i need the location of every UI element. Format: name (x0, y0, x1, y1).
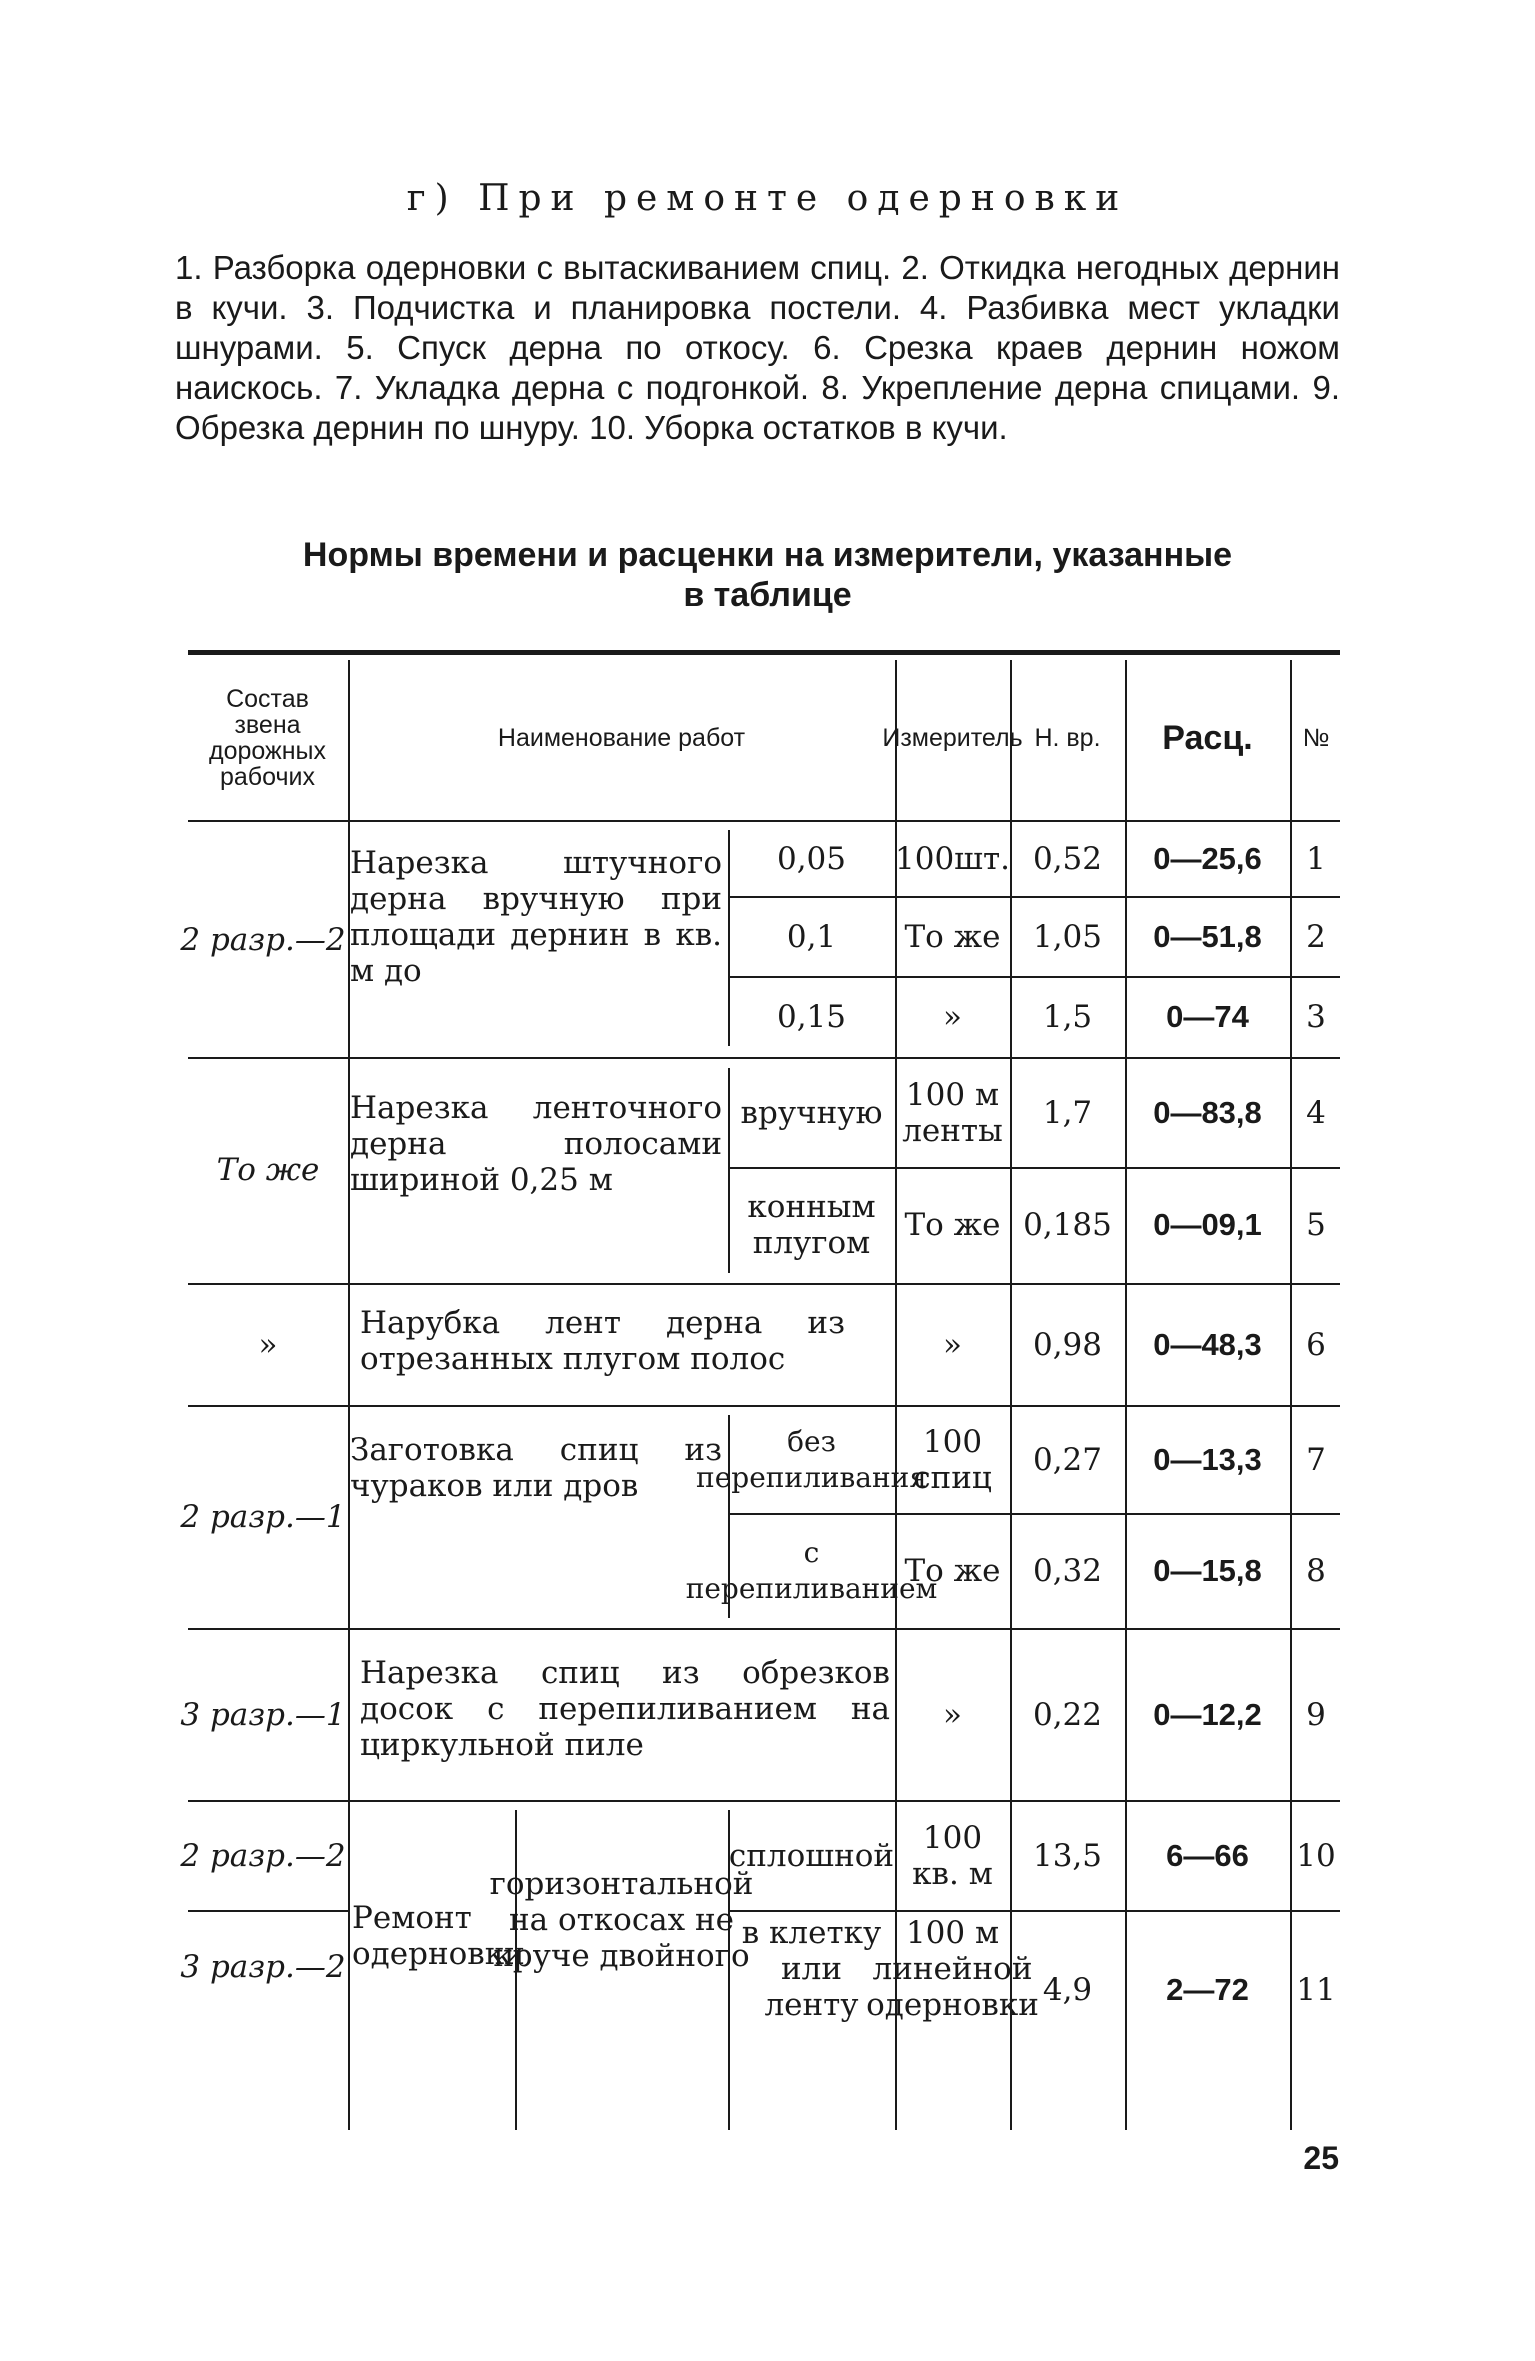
crew-cell: 3 разр.—1 (180, 1696, 346, 1733)
num-cell: 1 (1306, 841, 1326, 877)
num-cell: 7 (1306, 1442, 1326, 1478)
header-norm: Н. вр. (1034, 723, 1101, 752)
crew-cell: 2 разр.—1 (180, 1499, 346, 1535)
group-rule (188, 1405, 1340, 1407)
norm-cell: 1,7 (1042, 1095, 1093, 1131)
variant-cell: сплошной (728, 1837, 895, 1874)
norm-cell: 4,9 (1042, 1972, 1093, 2008)
rate-cell: 0—09,1 (1153, 1207, 1262, 1242)
crew-cell: 3 разр.—2 (180, 1949, 346, 1985)
crew-cell: 2 разр.—2 (180, 1837, 346, 1874)
group-rule (188, 1628, 1340, 1630)
unit-cell: » (943, 1326, 962, 1363)
unit-cell: 100 м линейной одерновки (866, 1915, 1039, 2023)
variant-cell: 0,05 (776, 841, 847, 877)
crew-cell: То же (216, 1152, 320, 1188)
unit-cell: » (943, 999, 962, 1035)
unit-cell: 100шт. (895, 841, 1010, 877)
rate-cell: 6—66 (1166, 1837, 1249, 1873)
norms-title-line-1: Нормы времени и расценки на измерители, указанные (302, 536, 1233, 574)
rate-cell: 0—83,8 (1153, 1095, 1262, 1130)
header-num: № (1302, 723, 1330, 752)
unit-cell: То же (904, 919, 1001, 955)
unit-cell: 100 м ленты (902, 1077, 1003, 1149)
header-crew: Состав звена дорожных рабочих (208, 684, 327, 791)
variant-cell: в клетку или ленту (741, 1915, 882, 2023)
rate-cell: 0—74 (1166, 999, 1249, 1034)
work-cell: Нарезка ленточного дерна полосами шириной 0,25 м (350, 1090, 722, 1198)
num-cell: 9 (1306, 1696, 1326, 1733)
unit-cell: То же (904, 1552, 1001, 1589)
norms-title-line-2: в таблице (683, 576, 852, 614)
work-subcell: горизонтальной на откосах не круче двойного (489, 1866, 754, 1974)
page-number: 25 (1303, 2140, 1339, 2176)
table-top-rule (188, 650, 1340, 655)
work-cell: Ремонт одерновки (352, 1900, 525, 1972)
rate-cell: 2—72 (1166, 1972, 1249, 2007)
rate-cell: 0—51,8 (1153, 919, 1262, 954)
rate-cell: 0—15,8 (1153, 1552, 1262, 1588)
variant-cell: с перепиливанием (685, 1535, 938, 1605)
section-heading: г) При ремонте одерновки (406, 178, 1129, 219)
num-cell: 2 (1306, 919, 1326, 955)
group-rule (188, 1283, 1340, 1285)
variant-cell: вручную (740, 1095, 883, 1131)
norm-cell: 0,32 (1032, 1552, 1103, 1589)
crew-cell: » (258, 1326, 278, 1363)
header-work: Наименование работ (497, 723, 746, 752)
crew-cell: 2 разр.—2 (180, 922, 346, 958)
operations-text: 1. Разборка одерновки с вытаскиванием спиц. 2. Откидка негодных дернин в кучи. 3. Подчистка и планировка постели. 4. Разбивка мест укладки шнурами. 5. Спуск дерна по откосу. 6. Срезка краев дернин ножом наискось. 7. Укладка дерна с подгонкой. 8. Укрепление дерна спицами. 9. Обрезка дернин по шнуру. 10. Уборка остатков в кучи. (175, 249, 1340, 446)
num-cell: 10 (1296, 1837, 1336, 1874)
variant-cell: 0,15 (776, 999, 847, 1035)
group-rule (188, 1800, 1340, 1802)
rate-cell: 0—25,6 (1153, 841, 1262, 876)
norm-cell: 0,52 (1032, 841, 1103, 877)
norm-cell: 0,22 (1032, 1696, 1103, 1733)
rate-cell: 0—12,2 (1153, 1696, 1262, 1732)
work-cell: Заготовка спиц из чураков или дров (350, 1432, 722, 1504)
rate-cell: 0—13,3 (1153, 1442, 1262, 1477)
num-cell: 4 (1306, 1095, 1326, 1131)
unit-cell: » (943, 1696, 962, 1733)
num-cell: 5 (1306, 1207, 1326, 1243)
norm-cell: 1,05 (1032, 919, 1103, 955)
variant-cell: 0,1 (786, 919, 837, 955)
unit-cell: То же (904, 1207, 1001, 1243)
row-rule (728, 1910, 1340, 1912)
norm-cell: 1,5 (1042, 999, 1093, 1035)
norm-cell: 13,5 (1032, 1837, 1103, 1874)
num-cell: 3 (1306, 999, 1326, 1035)
norm-cell: 0,27 (1032, 1442, 1103, 1478)
variant-cell: конным плугом (747, 1189, 876, 1261)
variant-cell: без перепиливания (696, 1425, 927, 1494)
unit-cell: 100 спиц (913, 1424, 992, 1496)
num-cell: 8 (1306, 1552, 1326, 1589)
num-cell: 11 (1296, 1972, 1336, 2008)
num-cell: 6 (1306, 1326, 1326, 1363)
rate-cell: 0—48,3 (1153, 1326, 1262, 1362)
work-cell: Нарубка лент дерна из отрезанных плугом полос (360, 1305, 845, 1377)
norms-title (0, 535, 1535, 615)
unit-cell: 100 кв. м (912, 1819, 993, 1892)
work-cell: Нарезка штучного дерна вручную при площади дернин в кв. м до (350, 845, 722, 989)
header-unit: Измеритель (882, 723, 1023, 752)
group-rule (188, 1057, 1340, 1059)
work-cell: Нарезка спиц из обрезков досок с перепиливанием на циркульной пиле (360, 1655, 890, 1763)
norm-cell: 0,185 (1023, 1207, 1112, 1243)
norm-cell: 0,98 (1032, 1326, 1103, 1363)
header-rate: Расц. (1162, 718, 1253, 757)
